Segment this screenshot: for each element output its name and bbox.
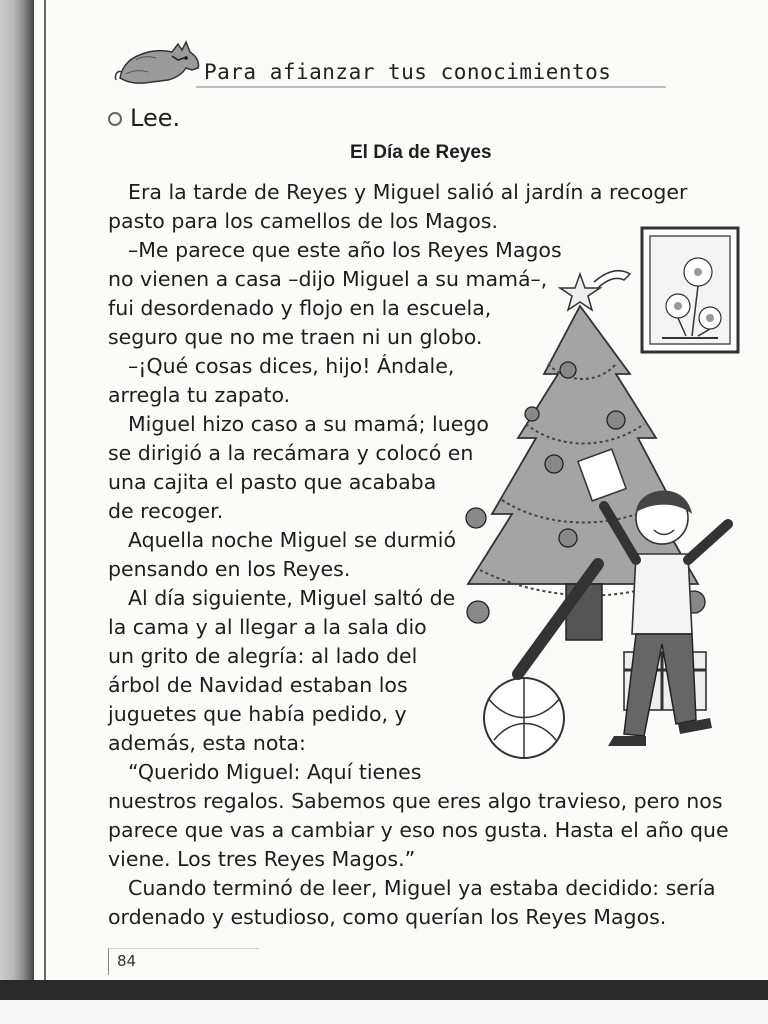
- wolf-icon: [112, 34, 208, 88]
- story-line: “Querido Miguel: Aquí tienes: [128, 760, 422, 784]
- instruction: [108, 104, 180, 132]
- story-line: viene. Los tres Reyes Magos.”: [108, 847, 416, 871]
- scan-margin: [0, 1000, 768, 1024]
- header-underline: [196, 86, 666, 88]
- page-number: 84: [117, 952, 137, 970]
- story-line: Era la tarde de Reyes y Miguel salió al jardín a recoger: [128, 180, 688, 204]
- story-line: fui desordenado y flojo en la escuela,: [108, 296, 492, 320]
- story-line: Al día siguiente, Miguel saltó de: [128, 586, 456, 610]
- story-line: un grito de alegría: al lado del: [108, 644, 418, 668]
- story-line: árbol de Navidad estaban los: [108, 673, 408, 697]
- story-line: ordenado y estudioso, como querían los Reyes Magos.: [108, 905, 667, 929]
- story-line: Miguel hizo caso a su mamá; luego: [128, 412, 489, 436]
- bullet-icon: [108, 112, 122, 126]
- story-line: –¡Qué cosas dices, hijo! Ándale,: [128, 354, 455, 378]
- flower-frame-picture: [642, 228, 738, 352]
- story-line: además, esta nota:: [108, 731, 306, 755]
- story-line: nuestros regalos. Sabemos que eres algo travieso, pero nos: [108, 789, 723, 813]
- christmas-tree-illustration: [448, 224, 744, 764]
- scan-edge-bar: [0, 980, 768, 1000]
- story-title: El Día de Reyes: [350, 142, 492, 163]
- story-line: seguro que no me traen ni un globo.: [108, 325, 483, 349]
- story-line: Cuando terminó de leer, Miguel ya estaba decidido: sería: [128, 876, 716, 900]
- story-line: –Me parece que este año los Reyes Magos: [128, 238, 562, 262]
- story-line: no vienen a casa –dijo Miguel a su mamá–,: [108, 267, 548, 291]
- section-header: [112, 34, 672, 90]
- story-line: la cama y al llegar a la sala dio: [108, 615, 427, 639]
- story-line: se dirigió a la recámara y colocó en: [108, 441, 474, 465]
- book-spine-shadow: [0, 0, 34, 1000]
- story-line: arregla tu zapato.: [108, 383, 291, 407]
- story-line: parece que vas a cambiar y eso nos gusta. Hasta el año que: [108, 818, 729, 842]
- story-line: de recoger.: [108, 499, 224, 523]
- story-line: Aquella noche Miguel se durmió: [128, 528, 456, 552]
- instruction-text: Lee.: [130, 104, 181, 132]
- page-number-box: [108, 948, 259, 975]
- story-line: juguetes que había pedido, y: [108, 702, 407, 726]
- story-line: pensando en los Reyes.: [108, 557, 351, 581]
- story-line: pasto para los camellos de los Magos.: [108, 209, 498, 233]
- story-line: una cajita el pasto que acababa: [108, 470, 437, 494]
- margin-line: [44, 0, 46, 1000]
- section-title: Para afianzar tus conocimientos: [204, 60, 612, 84]
